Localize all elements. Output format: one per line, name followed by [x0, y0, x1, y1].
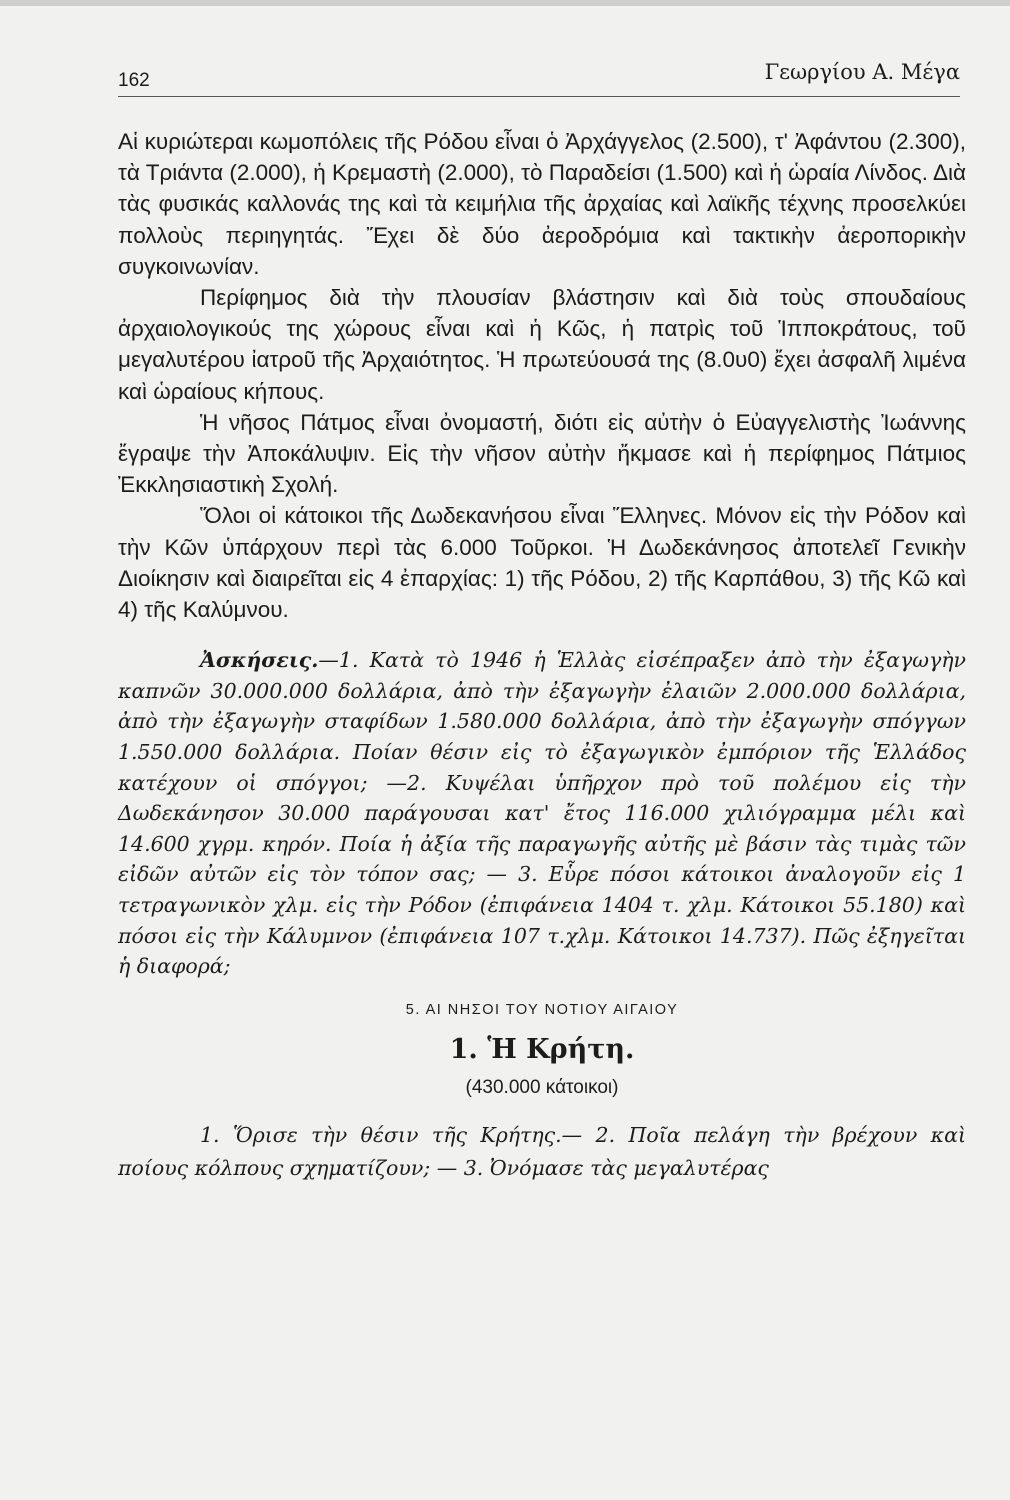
paragraph-dodecanese: Ὅλοι οἱ κάτοικοι τῆς Δωδεκανήσου εἶναι Ἕλληνες. Μόνον εἰς τὴν Ρόδον καὶ τὴν Κῶν ὑπάρχουν περὶ τὰς 6.000 Τοῦρκοι. Ἡ Δωδεκάνησος ἀποτελεῖ Γενικὴν Διοίκησιν καὶ διαιρεῖται εἰς 4 ἐπαρχίας: 1) τῆς Ρόδου, 2) τῆς Καρπάθου, 3) τῆς Κῶ καὶ 4) τῆς Καλύμνου. — [118, 503, 966, 623]
crete-questions: 1. Ὅρισε τὴν θέσιν τῆς Κρήτης.— 2. Ποῖα πελάγη τὴν βρέχουν καὶ ποίους κόλπους σχηματίζουν; — 3. Ὀνόμασε τὰς μεγαλυτέρας — [118, 1123, 966, 1181]
exercises-text: —1. Κατὰ τὸ 1946 ἡ Ἑλλὰς εἰσέπραξεν ἀπὸ τὴν ἐξαγωγὴν καπνῶν 30.000.000 δολλάρια, ἀπὸ τὴν ἐξαγωγὴν ἐλαιῶν 2.000.000 δολλάρια, ἀπὸ τὴν ἐξαγωγὴν σταφίδων 1.580.000 δολλάρια, ἀπὸ τὴν ἐξαγωγὴν σπόγγων 1.550.000 δολλάρια. Ποίαν θέσιν εἰς τὸ ἐξαγωγικὸν ἐμπόριον τῆς Ἑλλάδος κατέχουν οἱ σπόγγοι; —2. Κυψέλαι ὑπῆρχον πρὸ τοῦ πολέμου εἰς τὴν Δωδεκάνησον 30.000 παράγουσαι κατ' ἔτος 116.000 χιλιόγραμμα μέλι καὶ 14.600 χγρμ. κηρόν. Ποία ἡ ἀξία τῆς παραγωγῆς αὐτῆς μὲ βάσιν τὰς τιμὰς τῶν εἰδῶν αὐτῶν εἰς τὸν τόπον σας; — 3. Εὗρε πόσοι κάτοικοι ἀναλογοῦν εἰς 1 τετραγωνικὸν χλμ. εἰς τὴν Ρόδον (ἐπιφάνεια 1404 τ. χλμ. Κάτοικοι 55.180) καὶ πόσοι εἰς τὴν Κάλυμνον (ἐπιφάνεια 107 τ.χλμ. Κάτοικοι 14.737). Πῶς ἐξηγεῖται ἡ διαφορά; — [118, 648, 966, 979]
page-body — [118, 126, 966, 1206]
exercises-label: Ἀσκήσεις. — [200, 648, 319, 673]
page-number: 162 — [118, 70, 150, 91]
scan-edge — [0, 0, 1010, 6]
running-head: Γεωργίου Α. Μέγα — [764, 60, 960, 84]
population-note: (430.000 κάτοικοι) — [465, 1077, 619, 1099]
paragraph-kos: Περίφημος διὰ τὴν πλουσίαν βλάστησιν καὶ διὰ τοὺς σπουδαίους ἀρχαιολογικούς της χώρους εἶναι καὶ ἡ Κῶς, ἡ πατρὶς τοῦ Ἱπποκράτους, τοῦ μεγαλυτέρου ἰατροῦ τῆς Ἀρχαιότητος. Ἡ πρωτεύουσά της (8.0υ0) ἔχει ἀσφαλῆ λιμένα καὶ ὡραίους κήπους. — [118, 285, 966, 404]
chapter-title: 1. Ἡ Κρήτη. — [449, 1034, 635, 1066]
paragraph-patmos: Ἡ νῆσος Πάτμος εἶναι ὀνομαστή, διότι εἰς αὐτὴν ὁ Εὐαγγελιστὴς Ἰωάννης ἔγραψε τὴν Ἀποκάλυψιν. Εἰς τὴν νῆσον αὐτὴν ἤκμασε καὶ ἡ περίφημος Πάτμιος Ἐκκλησιαστικὴ Σχολή. — [118, 409, 966, 498]
section-title: 5. ΑΙ ΝΗΣΟΙ ΤΟΥ ΝΟΤΙΟΥ ΑΙΓΑΙΟΥ — [405, 1002, 679, 1019]
page-header — [118, 60, 960, 97]
exercises-block — [118, 645, 966, 982]
paragraph-rhodes-towns: Αἱ κυριώτεραι κωμοπόλεις τῆς Ρόδου εἶναι ὁ Ἀρχάγγελος (2.500), τ' Ἀφάντου (2.300), τὰ Τριάντα (2.000), ἡ Κρεμαστὴ (2.000), τὸ Παραδείσι (1.500) καὶ ἡ ὡραία Λίνδος. Διὰ τὰς φυσικάς καλλονάς της καὶ τὰ κειμήλια τῆς ἀρχαίας καὶ λαϊκῆς τέχνης προσελκύει πολλοὺς περιηγητάς. Ἔχει δὲ δύο ἀεροδρόμια καὶ τακτικὴν ἀεροπορικὴν συγκοινωνίαν. — [118, 129, 966, 279]
